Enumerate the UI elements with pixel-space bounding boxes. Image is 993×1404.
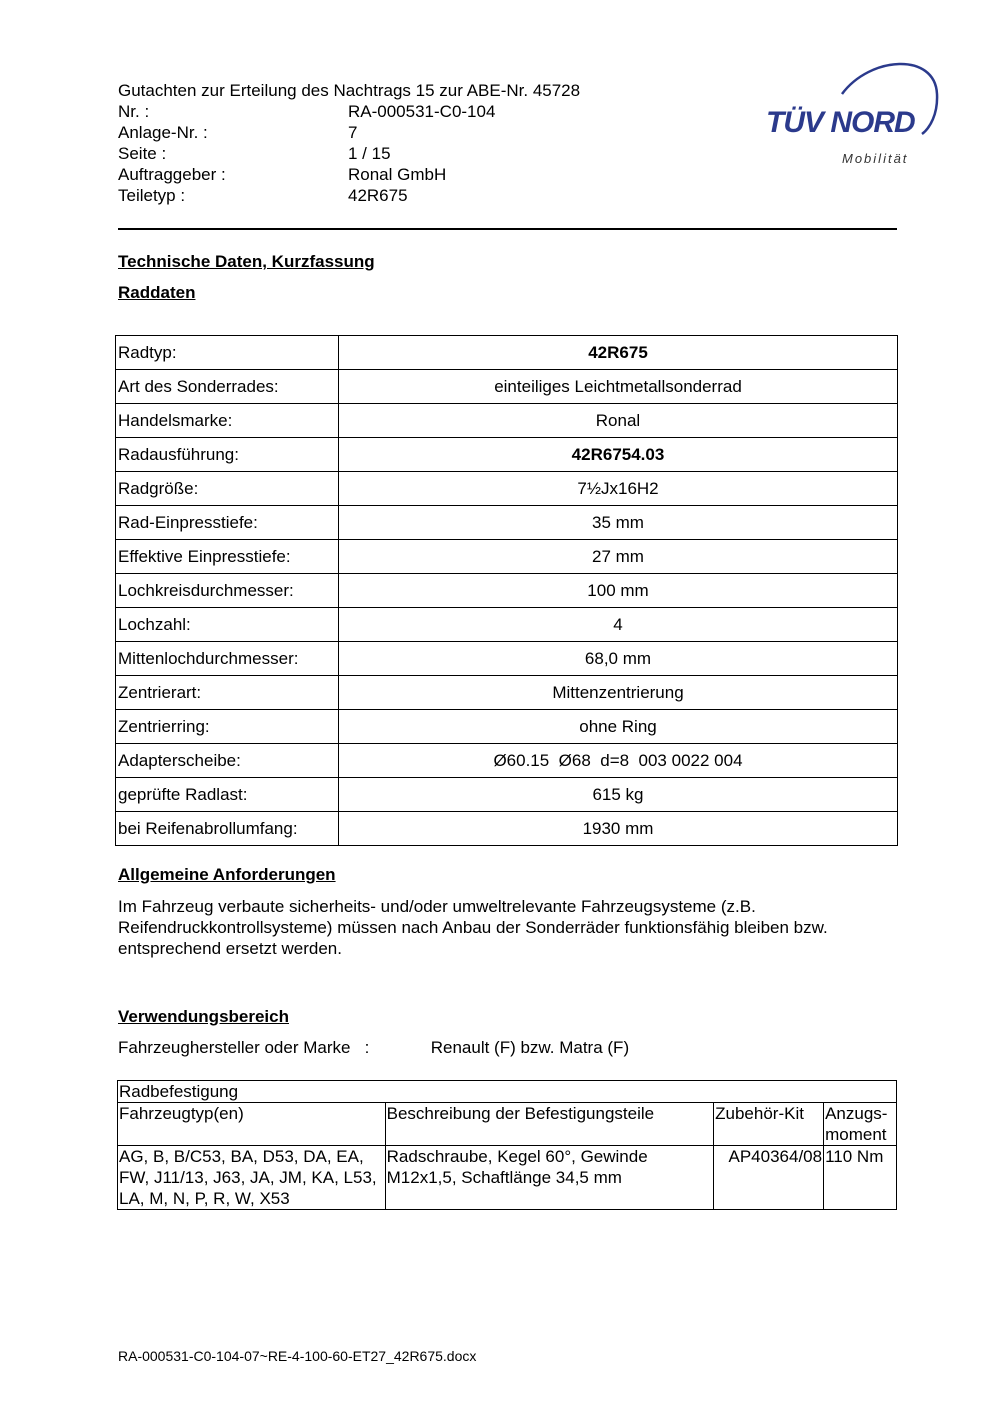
table-row [116,608,898,642]
header-value: 42R675 [348,186,408,205]
table-row [118,1146,897,1210]
row-label: bei Reifenabrollumfang: [116,812,339,846]
row-value: ohne Ring [339,710,898,744]
section-heading-verwendung: Verwendungsbereich [118,1007,289,1026]
row-value: 1930 mm [339,812,898,846]
row-label: Radgröße: [116,472,339,506]
header-value: Ronal GmbH [348,165,447,184]
table-row [116,438,898,472]
table-row [116,778,898,812]
table-row [116,642,898,676]
manufacturer-line [118,1038,629,1058]
header-label: Auftraggeber : [118,165,226,184]
header-row-nr [118,101,638,122]
header-label: Teiletyp : [118,186,186,205]
row-label: Adapterscheibe: [116,744,339,778]
row-value: 7½Jx16H2 [339,472,898,506]
row-label: Zentrierring: [116,710,339,744]
row-label: Mittenlochdurchmesser: [116,642,339,676]
row-label: Lochzahl: [116,608,339,642]
row-label: Effektive Einpresstiefe: [116,540,339,574]
column-header: Zubehör-Kit [714,1103,824,1146]
logo-tagline: Mobilität [842,151,909,166]
row-value: Ronal [339,404,898,438]
row-value: Mittenzentrierung [339,676,898,710]
column-header: Anzugs-moment [824,1103,897,1146]
table-title-row [118,1081,897,1103]
table-row [116,506,898,540]
header-label: Nr. : [118,102,150,121]
kit-cell: AP40364/08 [714,1146,824,1210]
table-row [116,744,898,778]
section-heading-allgemeine: Allgemeine Anforderungen [118,865,336,884]
document-header [118,80,638,206]
row-value: 100 mm [339,574,898,608]
row-label: Handelsmarke: [116,404,339,438]
header-label: Anlage-Nr. : [118,123,208,142]
header-label: Seite : [118,144,167,163]
row-value: Ø60.15 Ø68 d=8 003 0022 004 [339,744,898,778]
table-row [116,676,898,710]
row-value: 42R675 [339,336,898,370]
header-row-seite [118,143,638,164]
header-value: 1 / 15 [348,144,391,163]
allgemeine-paragraph: Im Fahrzeug verbaute sicherheits- und/oder umweltrelevante Fahrzeugsysteme (z.B. Reifendruckkontrollsysteme) müssen nach Anbau der Sonderräder funktionsfähig bleiben bzw. entsprechend ersetzt werden. [118,897,828,958]
torque-cell: 110 Nm [824,1146,897,1210]
header-value: RA-000531-C0-104 [348,102,496,121]
logo-brand: TÜV NORD [766,106,915,139]
row-label: Radtyp: [116,336,339,370]
table-row [116,404,898,438]
radbefestigung-table [117,1080,897,1210]
row-label: geprüfte Radlast: [116,778,339,812]
table-row [116,472,898,506]
vehicle-types-cell: AG, B, B/C53, BA, D53, DA, EA, FW, J11/13, J63, JA, JM, KA, L53, LA, M, N, P, R, W, X53 [118,1146,386,1210]
section-heading-raddaten: Raddaten [118,283,196,302]
header-row-auftraggeber [118,164,638,185]
manufacturer-value: Renault (F) bzw. Matra (F) [430,1038,630,1057]
header-value: 7 [348,123,358,142]
footer-filename: RA-000531-C0-104-07~RE-4-100-60-ET27_42R675.docx [118,1348,477,1364]
table-row [116,574,898,608]
header-row-teiletyp [118,185,638,206]
row-value: 35 mm [339,506,898,540]
row-value: 615 kg [339,778,898,812]
header-row-anlage [118,122,638,143]
row-value: 4 [339,608,898,642]
row-label: Radausführung: [116,438,339,472]
description-cell: Radschraube, Kegel 60°, Gewinde M12x1,5, Schaftlänge 34,5 mm [385,1146,714,1210]
row-value: 42R6754.03 [339,438,898,472]
table-row [116,540,898,574]
row-value: einteiliges Leichtmetallsonderrad [339,370,898,404]
tuv-nord-logo [760,58,940,170]
header-divider [118,228,897,230]
row-label: Lochkreisdurchmesser: [116,574,339,608]
table-row [116,336,898,370]
manufacturer-label: Fahrzeughersteller oder Marke : [118,1038,370,1057]
row-label: Art des Sonderrades: [116,370,339,404]
row-value: 27 mm [339,540,898,574]
section-heading-technical: Technische Daten, Kurzfassung [118,252,375,271]
column-header: Fahrzeugtyp(en) [118,1103,386,1146]
raddaten-table [115,335,898,846]
row-label: Rad-Einpresstiefe: [116,506,339,540]
table-header-row [118,1103,897,1146]
table-title: Radbefestigung [118,1081,897,1103]
row-label: Zentrierart: [116,676,339,710]
column-header: Beschreibung der Befestigungsteile [385,1103,714,1146]
row-value: 68,0 mm [339,642,898,676]
table-row [116,812,898,846]
document-title: Gutachten zur Erteilung des Nachtrags 15 zur ABE-Nr. 45728 [118,81,581,100]
table-row [116,710,898,744]
table-row [116,370,898,404]
